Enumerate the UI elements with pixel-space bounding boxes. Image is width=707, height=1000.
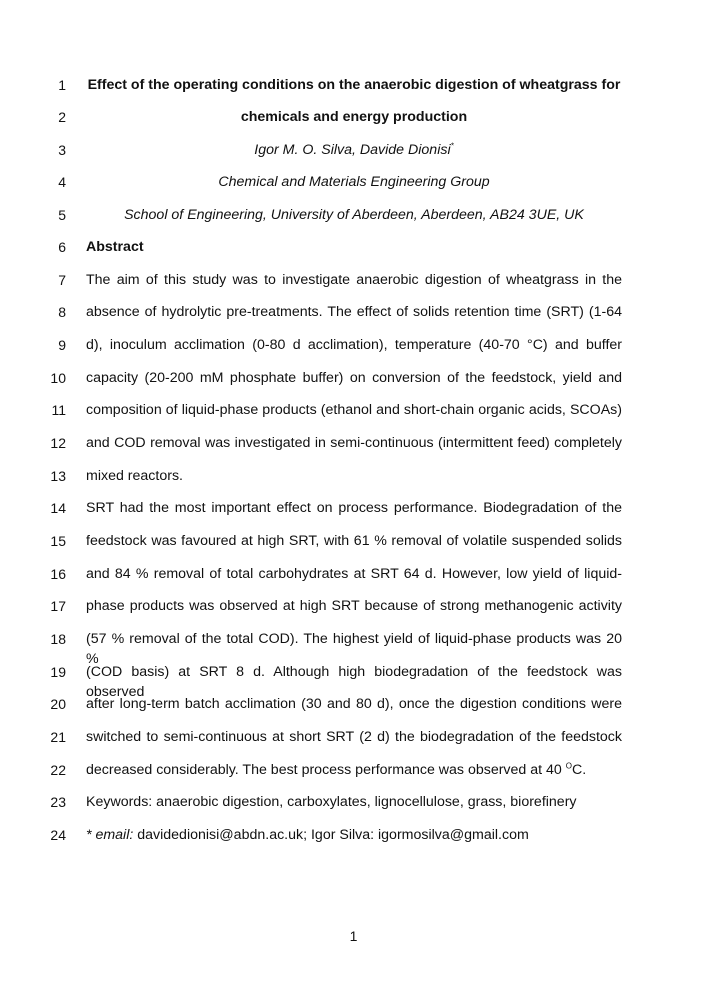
manuscript-line [0,302,707,322]
author-names: Igor M. O. Silva, Davide Dionisi [254,142,451,158]
manuscript-line [0,792,707,812]
degree-superscript: O [565,761,572,771]
manuscript-line [0,694,707,714]
manuscript-line [0,662,707,700]
abstract-line: The aim of this study was to investigate anaerobic digestion of wheatgrass in the [86,272,622,288]
contact-line [86,825,622,845]
email-addresses: davidedionisi@abdn.ac.uk; Igor Silva: igormosilva@gmail.com [133,827,529,843]
abstract-last-line [86,760,622,780]
line-number: 15 [50,533,66,549]
manuscript-line [0,466,707,486]
abstract-line: phase products was observed at high SRT because of strong methanogenic activity [86,598,622,614]
manuscript-line [0,727,707,747]
manuscript-line [0,270,707,290]
affiliation-school: School of Engineering, University of Aberdeen, Aberdeen, AB24 3UE, UK [124,207,584,223]
email-label: * email: [86,827,134,843]
line-number: 12 [50,435,66,451]
manuscript-line [0,205,707,225]
abstract-line: after long-term batch acclimation (30 and 80 d), once the digestion conditions were [86,696,622,712]
manuscript-line [0,498,707,518]
line-number: 11 [51,402,66,418]
line-number: 19 [50,664,66,680]
line-number: 6 [58,239,66,255]
manuscript-line [0,400,707,420]
line-number: 3 [58,142,66,158]
line-number: 13 [50,468,66,484]
abstract-line: composition of liquid-phase products (ethanol and short-chain organic acids, SCOAs) [86,402,622,418]
manuscript-line [0,531,707,551]
line-number: 16 [50,566,66,582]
abstract-line: capacity (20-200 mM phosphate buffer) on conversion of the feedstock, yield and [86,370,622,386]
manuscript-line [0,172,707,192]
abstract-line: and 84 % removal of total carbohydrates at SRT 64 d. However, low yield of liquid- [86,566,622,582]
abstract-line: switched to semi-continuous at short SRT (2 d) the biodegradation of the feedstock [86,729,622,745]
manuscript-line [0,433,707,453]
manuscript-line [0,368,707,388]
line-number: 5 [58,207,66,223]
line-number: 8 [58,304,66,320]
line-number: 22 [50,762,66,778]
abstract-line: d), inoculum acclimation (0-80 d acclimation), temperature (40-70 °C) and buffer [86,337,622,353]
corresponding-author-mark: * [450,141,454,151]
manuscript-line [0,760,707,780]
manuscript-line [0,596,707,616]
line-number: 24 [50,827,66,843]
line-number: 10 [50,370,66,386]
line-number: 23 [50,794,66,810]
abstract-line: SRT had the most important effect on process performance. Biodegradation of the [86,500,622,516]
line-number: 21 [50,729,66,745]
abstract-line: mixed reactors. [86,468,183,484]
line-number: 17 [50,598,66,614]
line-number: 18 [50,631,66,647]
manuscript-line [0,825,707,845]
manuscript-line [0,140,707,160]
abstract-last-line-text: decreased considerably. The best process performance was observed at 40 [86,762,566,778]
line-number: 14 [50,500,66,516]
manuscript-line [0,335,707,355]
abstract-line: feedstock was favoured at high SRT, with 61 % removal of volatile suspended solids [86,533,622,549]
line-number: 4 [58,174,66,190]
affiliation-group: Chemical and Materials Engineering Group [218,174,490,190]
title-line-2: chemicals and energy production [240,109,468,125]
line-number: 1 [58,77,66,93]
abstract-line: absence of hydrolytic pre-treatments. The effect of solids retention time (SRT) (1-64 [86,304,622,320]
line-number: 9 [58,337,66,353]
line-number: 20 [50,696,66,712]
manuscript-line [0,107,707,127]
manuscript-line [0,75,707,95]
manuscript-line [0,237,707,257]
line-number: 2 [58,109,66,125]
abstract-line: (COD basis) at SRT 8 d. Although high biodegradation of the feedstock was observed [86,664,622,700]
page-number: 1 [349,928,358,944]
author-list [86,140,622,160]
abstract-last-line-unit: C. [571,762,587,778]
line-number: 7 [58,272,66,288]
abstract-line: and COD removal was investigated in semi-continuous (intermittent feed) completely [86,435,622,451]
abstract-heading: Abstract [86,239,144,255]
title-line-1: Effect of the operating conditions on the anaerobic digestion of wheatgrass for [87,77,621,93]
manuscript-line [0,564,707,584]
manuscript-line [0,629,707,667]
keywords: Keywords: anaerobic digestion, carboxylates, lignocellulose, grass, biorefinery [86,794,577,810]
abstract-line: (57 % removal of the total COD). The highest yield of liquid-phase products was 20 % [86,631,622,667]
